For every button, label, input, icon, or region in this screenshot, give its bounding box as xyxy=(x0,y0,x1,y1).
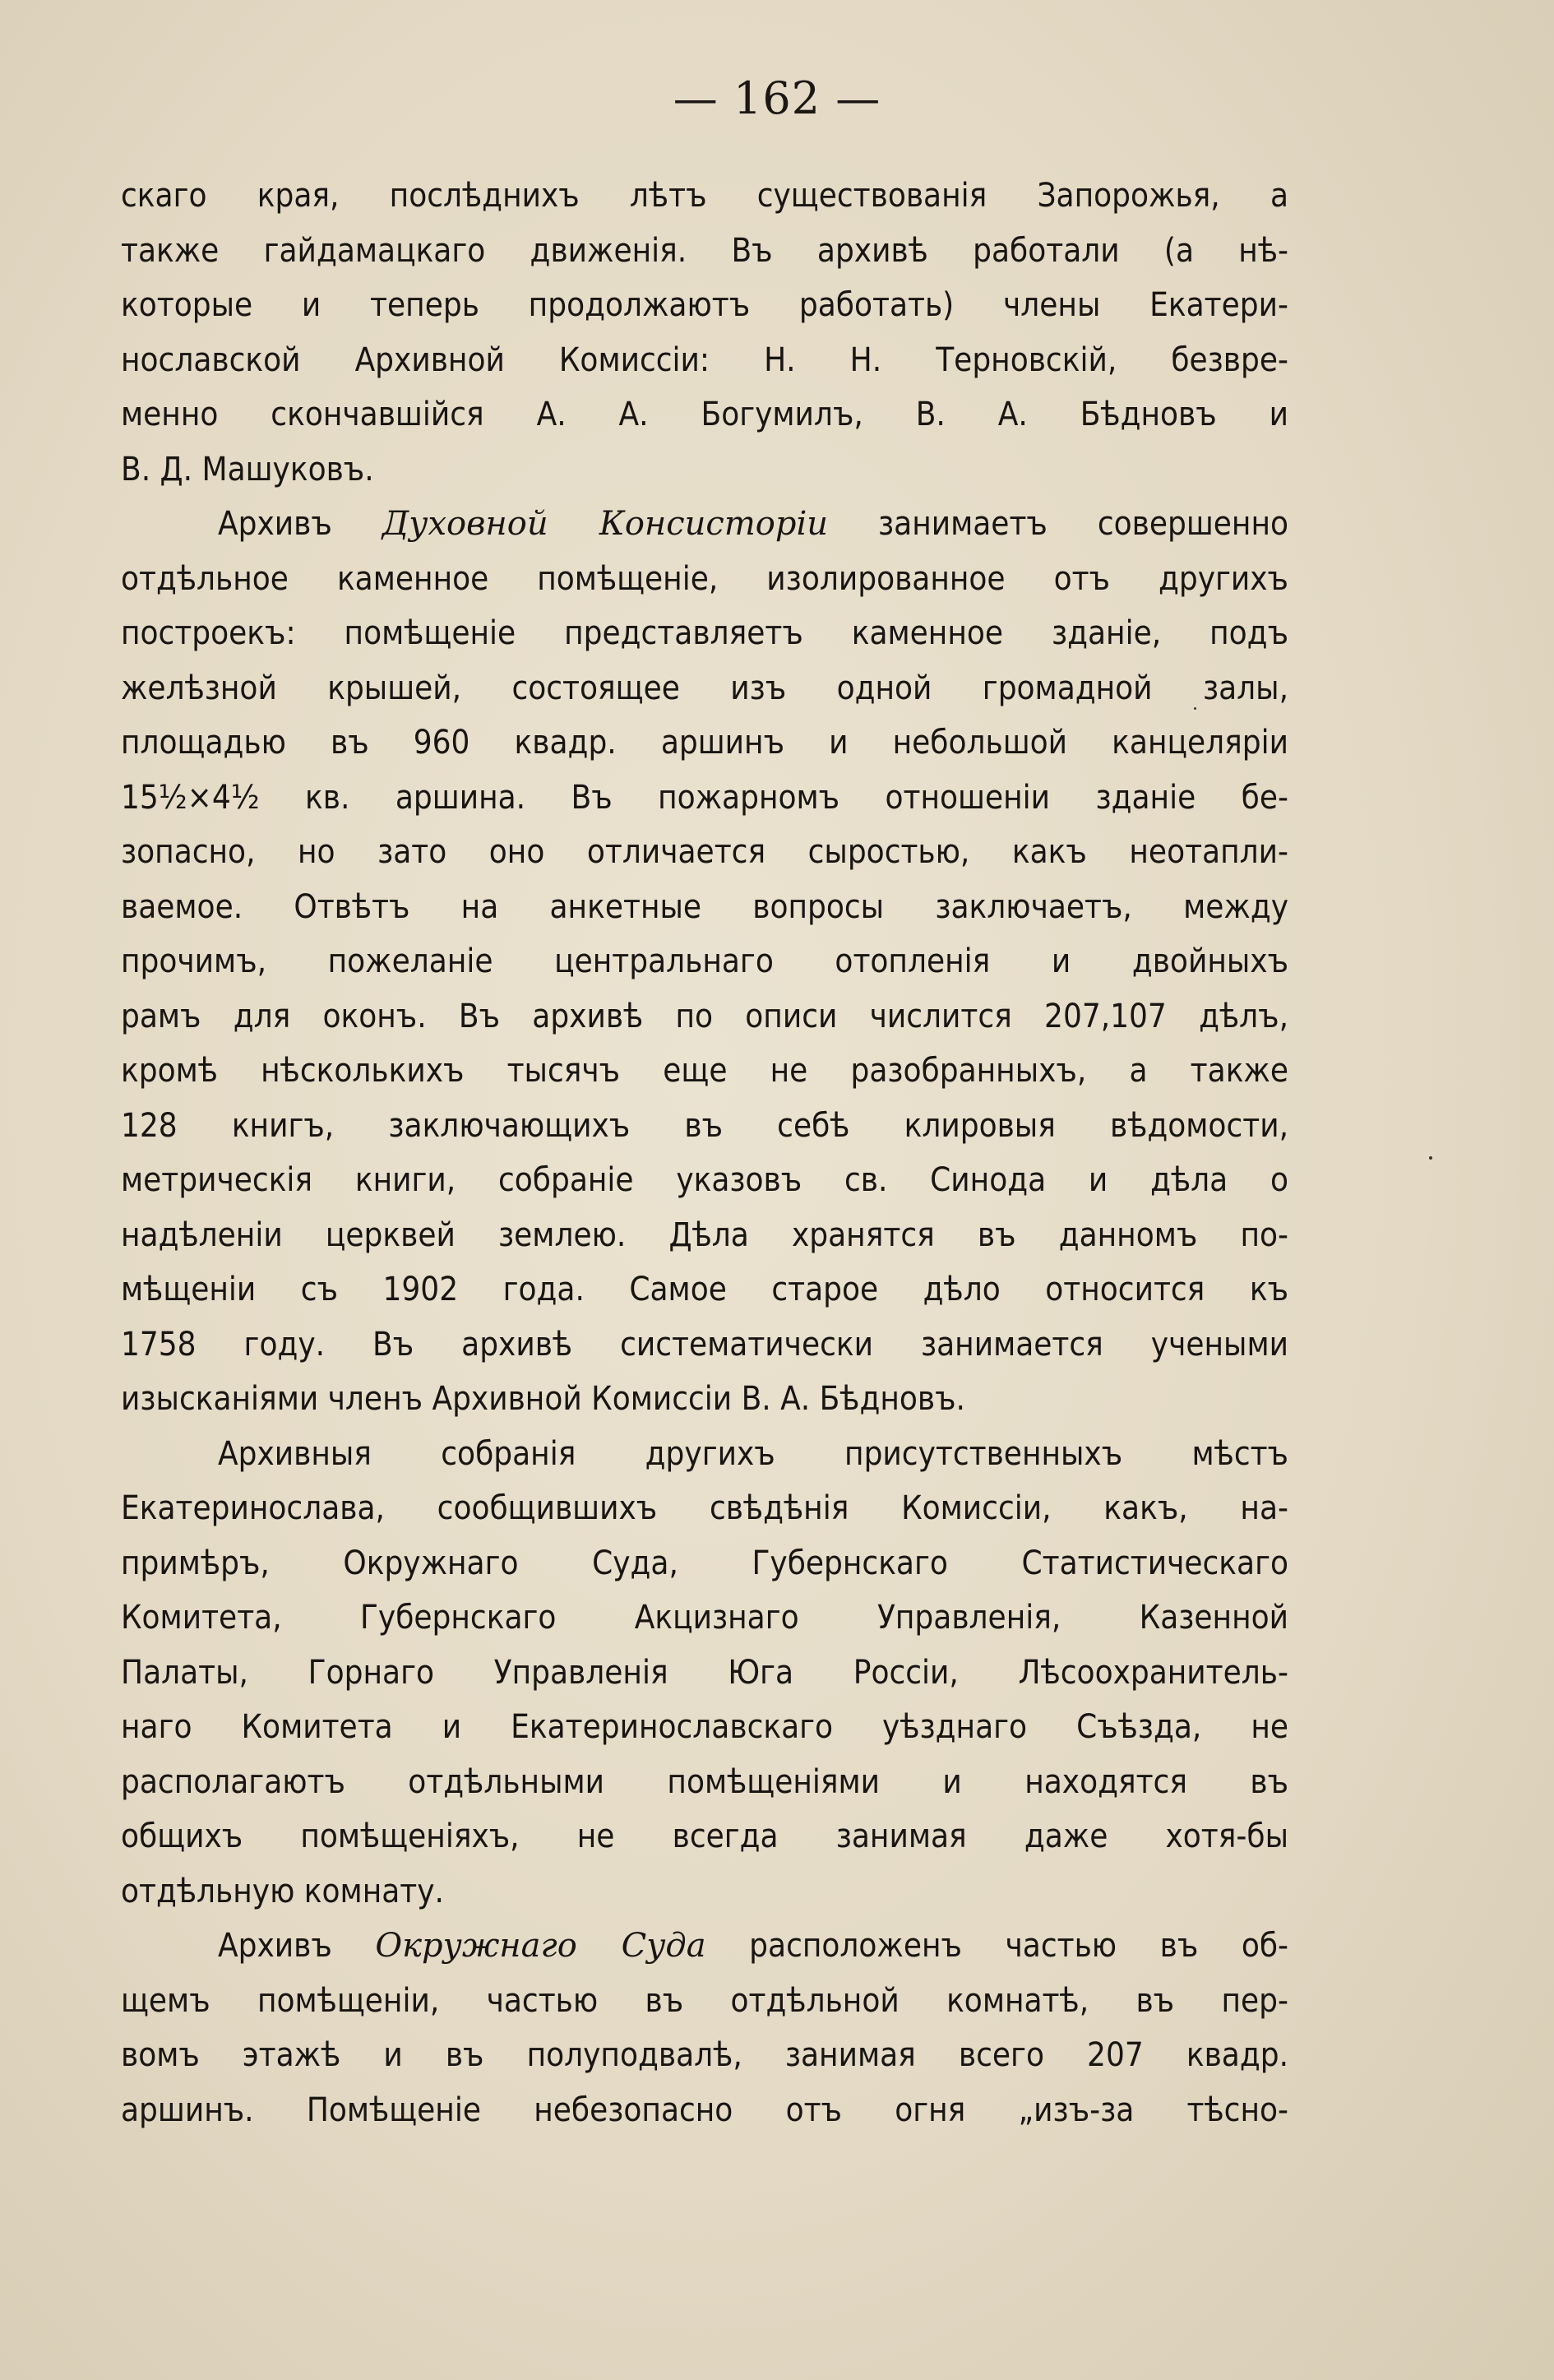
paragraph-4 xyxy=(121,1919,1288,2137)
paragraph-1 xyxy=(121,169,1288,497)
text-line: 128 книгъ, заключающихъ въ себѣ клировыя вѣдомости, xyxy=(121,1106,1288,1145)
text-line: метрическія книги, собраніе указовъ св. Синода и дѣла о xyxy=(121,1161,1288,1199)
text-line xyxy=(121,1919,1288,1974)
paper-speck xyxy=(1429,1156,1432,1160)
text-line: надѣленіи церквей землею. Дѣла хранятся въ данномъ по- xyxy=(121,1215,1288,1254)
text-line: изысканіями членъ Архивной Комиссіи В. А. Бѣдновъ. xyxy=(121,1380,965,1418)
text-line: примѣръ, Окружнаго Суда, Губернскаго Статистическаго xyxy=(121,1544,1288,1582)
text-line: располагаютъ отдѣльными помѣщеніями и находятся въ xyxy=(121,1762,1288,1801)
text-line: ваемое. Отвѣтъ на анкетные вопросы заключаетъ, между xyxy=(121,887,1288,926)
italic-title: Окружнаго Суда xyxy=(375,1927,706,1965)
text-line: желѣзной крышей, состоящее изъ одной громадной залы, xyxy=(121,669,1288,707)
text-line: В. Д. Машуковъ. xyxy=(121,450,374,489)
text-line: которые и теперь продолжаютъ работать) члены Екатери- xyxy=(121,286,1288,324)
text-line: менно скончавшійся А. А. Богумилъ, В. А. Бѣдновъ и xyxy=(121,396,1288,433)
italic-title: Духовной Консисторіи xyxy=(382,505,829,543)
text-line: общихъ помѣщеніяхъ, не всегда занимая даже хотя-бы xyxy=(121,1817,1288,1855)
text-line: также гайдамацкаго движенія. Въ архивѣ работали (а нѣ- xyxy=(121,231,1288,270)
paragraph-3 xyxy=(121,1427,1288,1919)
text-line: щемъ помѣщеніи, частью въ отдѣльной комнатѣ, въ пер- xyxy=(121,1981,1288,2020)
text-line: зопасно, но зато оно отличается сыростью, какъ неотапли- xyxy=(121,833,1288,871)
text-line: скаго края, послѣднихъ лѣтъ существованія Запорожья, а xyxy=(121,177,1288,215)
paper-speck xyxy=(1194,707,1196,710)
text-run: Архивъ xyxy=(218,505,382,543)
text-line: мѣщеніи съ 1902 года. Самое старое дѣло относится къ xyxy=(121,1271,1288,1308)
text-line: рамъ для оконъ. Въ архивѣ по описи числится 207,107 дѣлъ, xyxy=(121,997,1288,1035)
paragraph-2 xyxy=(121,497,1288,1427)
text-line: вомъ этажѣ и въ полуподвалѣ, занимая всего 207 квадр. xyxy=(121,2036,1288,2074)
text-line: нославской Архивной Комиссіи: Н. Н. Терновскій, безвре- xyxy=(121,340,1288,379)
text-run: расположенъ частью въ об- xyxy=(705,1927,1288,1965)
text-line xyxy=(121,497,1288,552)
text-run: Архивъ xyxy=(218,1927,376,1965)
text-line: Палаты, Горнаго Управленія Юга Россіи, Лѣсоохранитель- xyxy=(121,1653,1288,1692)
text-line: наго Комитета и Екатеринославскаго уѣзднаго Съѣзда, не xyxy=(121,1708,1288,1746)
text-line: отдѣльную комнату. xyxy=(121,1872,444,1910)
text-run: занимаетъ совершенно xyxy=(828,505,1288,543)
page-number: — 162 — xyxy=(673,72,881,124)
text-line: Екатеринослава, сообщившихъ свѣдѣнія Комиссіи, какъ, на- xyxy=(121,1489,1288,1527)
text-line: построекъ: помѣщеніе представляетъ каменное зданіе, подъ xyxy=(121,614,1288,652)
text-line: прочимъ, пожеланіе центральнаго отопленія и двойныхъ xyxy=(121,942,1288,980)
text-line: отдѣльное каменное помѣщеніе, изолированное отъ другихъ xyxy=(121,559,1288,598)
text-line: 15½×4½ кв. аршина. Въ пожарномъ отношеніи зданіе бе- xyxy=(121,778,1288,817)
text-line: Архивныя собранія другихъ присутственныхъ мѣстъ xyxy=(218,1434,1288,1473)
text-line: кромѣ нѣсколькихъ тысячъ еще не разобранныхъ, а также xyxy=(121,1052,1288,1090)
text-line: 1758 году. Въ архивѣ систематически занимается учеными xyxy=(121,1325,1288,1364)
text-line: Комитета, Губернскаго Акцизнаго Управленія, Казенной xyxy=(121,1599,1288,1637)
text-line: аршинъ. Помѣщеніе небезопасно отъ огня „изъ-за тѣсно- xyxy=(121,2091,1288,2129)
text-line: площадью въ 960 квадр. аршинъ и небольшой канцеляріи xyxy=(121,724,1288,762)
body-text xyxy=(121,169,1288,2137)
